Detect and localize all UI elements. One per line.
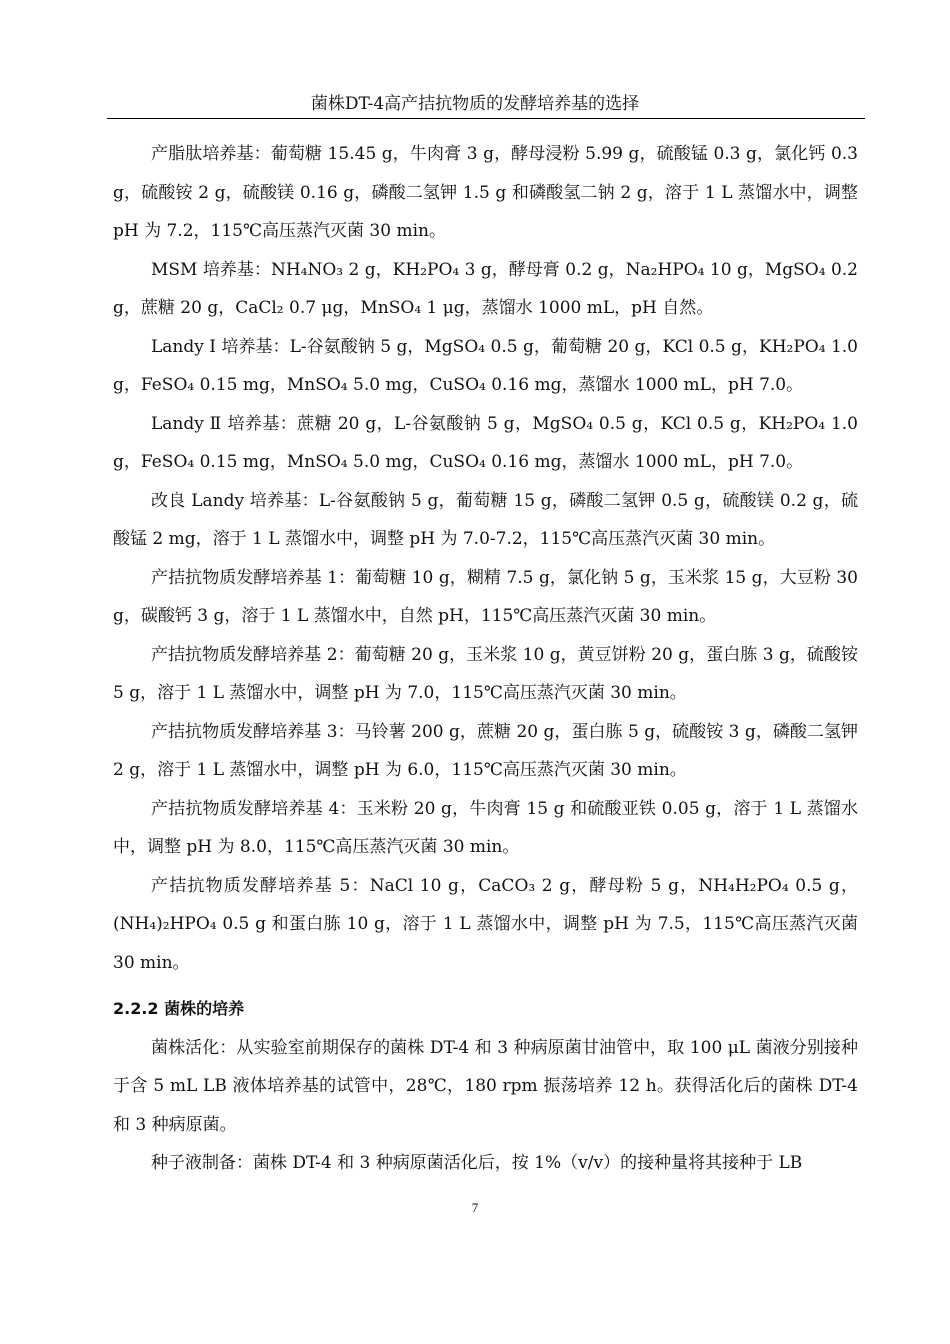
paragraph-strain-activation: 菌株活化：从实验室前期保存的菌株 DT-4 和 3 种病原菌甘油管中，取 100 μL 菌液分别接种于含 5 mL LB 液体培养基的试管中，28℃，180 rpm 振荡培养 12 h。获得活化后的菌株 DT-4 和 3 种病原菌。 (113, 1037, 858, 1135)
paragraph-fermentation-medium-3: 产拮抗物质发酵培养基 3：马铃薯 200 g，蔗糖 20 g，蛋白胨 5 g，硫酸铵 3 g，磷酸二氢钾 2 g，溶于 1 L 蒸馏水中，调整 pH 为 6.0，115℃高压蒸汽灭菌 30 min。 (113, 721, 858, 780)
paragraph-landy-2-medium: Landy Ⅱ 培养基：蔗糖 20 g，L-谷氨酸钠 5 g，MgSO₄ 0.5 g，KCl 0.5 g，KH₂PO₄ 1.0 g，FeSO₄ 0.15 mg，MnSO₄ 5.0 mg，CuSO₄ 0.16 mg，蒸馏水 1000 mL，pH 7.0。 (113, 413, 858, 472)
paragraph-landy-1-medium: Landy I 培养基：L-谷氨酸钠 5 g，MgSO₄ 0.5 g，葡萄糖 20 g，KCl 0.5 g，KH₂PO₄ 1.0 g，FeSO₄ 0.15 mg，MnSO₄ 5.0 mg，CuSO₄ 0.16 mg，蒸馏水 1000 mL，pH 7.0。 (113, 336, 858, 395)
paragraph-fermentation-medium-4: 产拮抗物质发酵培养基 4：玉米粉 20 g，牛肉膏 15 g 和硫酸亚铁 0.05 g，溶于 1 L 蒸馏水中，调整 pH 为 8.0，115℃高压蒸汽灭菌 30 min。 (113, 798, 858, 857)
paragraph-msm-medium: MSM 培养基：NH₄NO₃ 2 g，KH₂PO₄ 3 g，酵母膏 0.2 g，Na₂HPO₄ 10 g，MgSO₄ 0.2 g，蔗糖 20 g，CaCl₂ 0.7 μg，MnSO₄ 1 μg，蒸馏水 1000 mL，pH 自然。 (113, 259, 858, 318)
section-heading: 2.2.2 菌株的培养 (113, 999, 245, 1018)
paragraph-fermentation-medium-1: 产拮抗物质发酵培养基 1：葡萄糖 10 g，糊精 7.5 g，氯化钠 5 g，玉米浆 15 g，大豆粉 30 g，碳酸钙 3 g，溶于 1 L 蒸馏水中，自然 pH，115℃高压蒸汽灭菌 30 min。 (113, 567, 858, 626)
section-spacer (113, 982, 858, 990)
header-rule (107, 118, 865, 119)
paragraph-seed-preparation: 种子液制备：菌株 DT-4 和 3 种病原菌活化后，按 1%（v/v）的接种量将其接种于 LB (151, 1153, 803, 1173)
paragraph-fermentation-medium-2: 产拮抗物质发酵培养基 2：葡萄糖 20 g，玉米浆 10 g，黄豆饼粉 20 g，蛋白胨 3 g，硫酸铵 5 g，溶于 1 L 蒸馏水中，调整 pH 为 7.0，115℃高压蒸汽灭菌 30 min。 (113, 644, 858, 703)
paragraph-modified-landy-medium: 改良 Landy 培养基：L-谷氨酸钠 5 g，葡萄糖 15 g，磷酸二氢钾 0.5 g，硫酸镁 0.2 g，硫酸锰 2 mg，溶于 1 L 蒸馏水中，调整 pH 为 7.0-7.2，115℃高压蒸汽灭菌 30 min。 (113, 490, 858, 549)
running-header: 菌株DT-4高产拮抗物质的发酵培养基的选择 (310, 94, 640, 114)
main-content (113, 135, 858, 1183)
page-number: 7 (471, 1200, 479, 1215)
paragraph-lipopeptide-medium: 产脂肽培养基：葡萄糖 15.45 g，牛肉膏 3 g，酵母浸粉 5.99 g，硫酸锰 0.3 g，氯化钙 0.3 g，硫酸铵 2 g，硫酸镁 0.16 g，磷酸二氢钾 1.5 g 和磷酸氢二钠 2 g，溶于 1 L 蒸馏水中，调整 pH 为 7.2，115℃高压蒸汽灭菌 30 min。 (113, 144, 858, 241)
paragraph-fermentation-medium-5: 产拮抗物质发酵培养基 5：NaCl 10 g，CaCO₃ 2 g，酵母粉 5 g，NH₄H₂PO₄ 0.5 g，(NH₄)₂HPO₄ 0.5 g 和蛋白胨 10 g，溶于 1 L 蒸馏水中，调整 pH 为 7.5，115℃高压蒸汽灭菌 30 min。 (113, 875, 858, 973)
